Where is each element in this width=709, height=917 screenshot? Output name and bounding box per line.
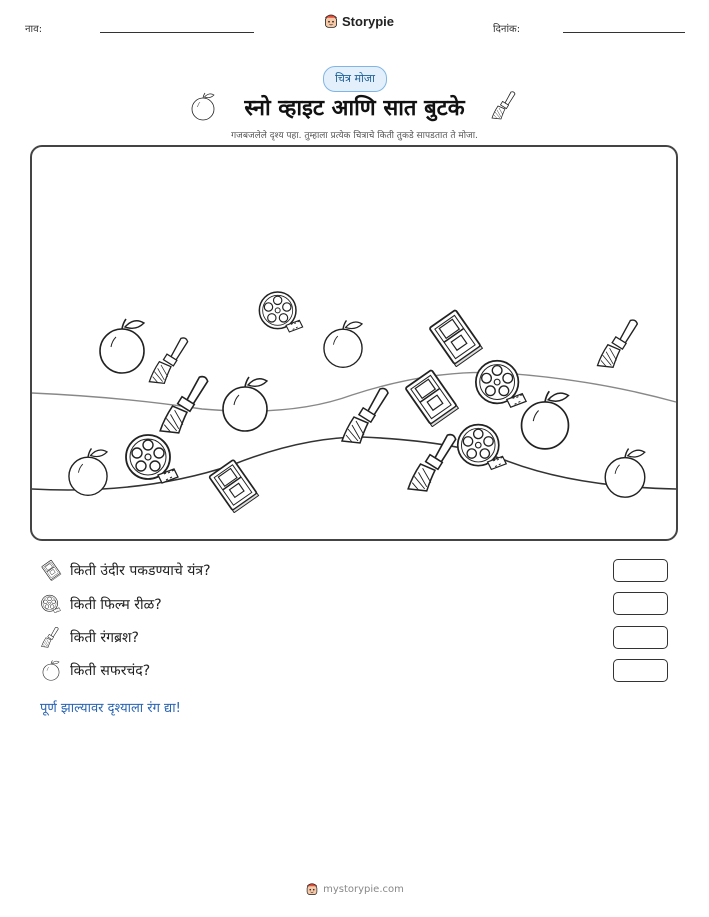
question-text: किती उंदीर पकडण्याचे यंत्र? [70, 562, 211, 579]
apple-icon [324, 320, 362, 367]
answer-box-film-reel[interactable] [613, 592, 668, 615]
film-reel-icon [259, 292, 302, 332]
question-row-paintbrush [40, 626, 139, 648]
answer-box-apple[interactable] [613, 659, 668, 682]
mascot-icon [323, 13, 339, 29]
film-reel-icon [40, 593, 62, 615]
name-label: नाव: [25, 24, 43, 35]
film-reel-icon [458, 425, 507, 470]
title-paintbrush-icon [490, 90, 520, 120]
apple-icon [100, 319, 144, 373]
question-row-mousetrap [40, 559, 211, 581]
paintbrush-icon [149, 338, 187, 383]
paintbrush-icon [40, 626, 62, 648]
hill-line-back [32, 372, 676, 411]
date-label: दिनांक: [493, 24, 521, 35]
scene-artwork [32, 147, 676, 539]
activity-badge: चित्र मोजा [323, 66, 387, 92]
brand-logo [323, 13, 394, 29]
page-title: स्नो व्हाइट आणि सात बुटके [244, 96, 465, 121]
film-reel-icon [126, 435, 178, 483]
coloring-instruction: पूर्ण झाल्यावर दृश्याला रंग द्या! [40, 701, 181, 716]
apple-icon [522, 391, 569, 449]
mousetrap-icon [429, 310, 482, 367]
mousetrap-icon [405, 370, 458, 427]
answer-box-paintbrush[interactable] [613, 626, 668, 649]
mascot-icon [305, 882, 319, 896]
date-input-line[interactable] [563, 32, 685, 33]
answer-box-mousetrap[interactable] [613, 559, 668, 582]
mousetrap-icon [40, 559, 62, 581]
brand-name: Storypie [342, 13, 395, 29]
question-text: किती रंगब्रश? [70, 629, 139, 646]
page-subtitle: गजबजलेले दृश्य पहा. तुम्हाला प्रत्येक चित्राचे किती तुकडे सापडतात ते मोजा. [231, 131, 478, 141]
footer-url[interactable]: mystorypie.com [323, 883, 404, 895]
counting-scene [30, 145, 678, 541]
question-row-film-reel [40, 593, 162, 615]
film-reel-icon [476, 361, 526, 407]
apple-icon [605, 449, 645, 498]
footer [0, 882, 709, 896]
apple-icon [223, 377, 267, 431]
question-row-apple [40, 659, 150, 681]
apple-icon [40, 659, 62, 681]
question-text: किती फिल्म रीळ? [70, 596, 162, 613]
paintbrush-icon [597, 320, 637, 367]
question-text: किती सफरचंद? [70, 662, 151, 679]
mousetrap-icon [209, 460, 259, 513]
name-input-line[interactable] [100, 32, 254, 33]
apple-icon [69, 448, 107, 495]
